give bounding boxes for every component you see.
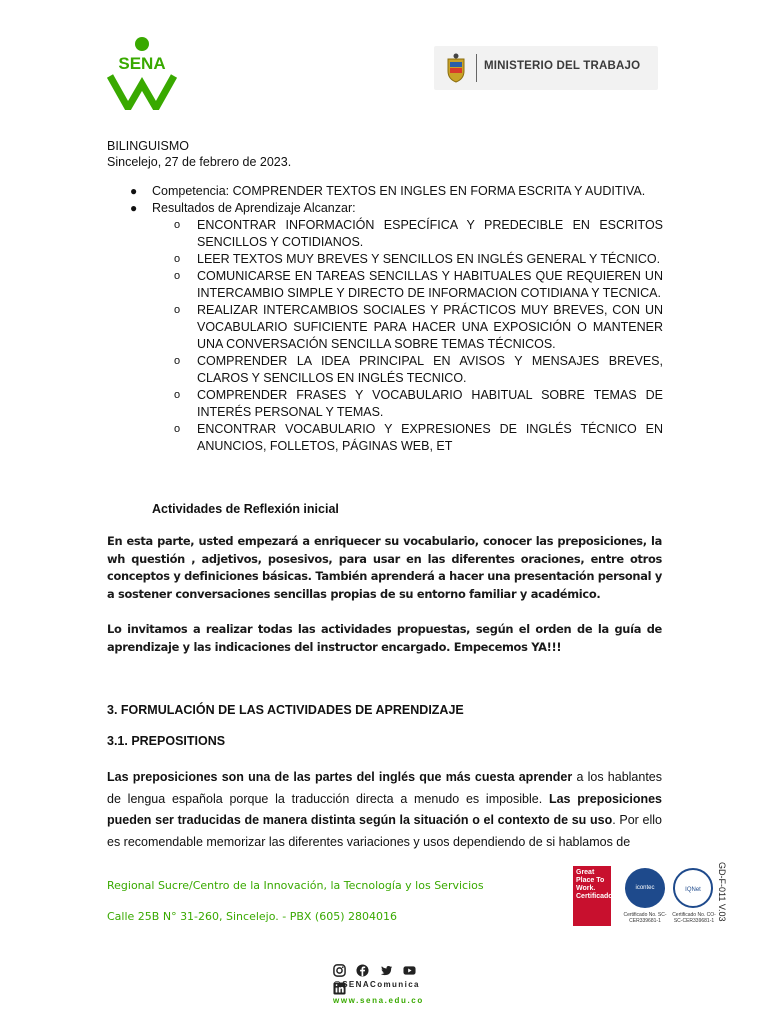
circle-bullet-icon: o xyxy=(174,389,181,401)
social-icons xyxy=(333,962,437,978)
great-place-to-work-badge: Great Place To Work. Certificado xyxy=(573,866,611,926)
twitter-icon[interactable] xyxy=(380,964,393,977)
sena-logo xyxy=(104,36,180,110)
bullet-dot-icon: ● xyxy=(130,184,138,198)
bullet-dot-icon: ● xyxy=(130,201,138,215)
outcome-item: o ENCONTRAR VOCABULARIO Y EXPRESIONES DE INGLÉS TÉCNICO EN ANUNCIOS, FOLLETOS, PÁGINAS WEB, ET xyxy=(174,422,663,453)
section-subtitle: 3.1. PREPOSITIONS xyxy=(107,734,226,748)
ministerio-logo xyxy=(434,46,658,90)
icontec-seal: icontec xyxy=(625,868,665,908)
outcome-item: o REALIZAR INTERCAMBIOS SOCIALES Y PRÁCTICOS MUY BREVES, CON UN VOCABULARIO SUFICIENTE PARA HACER UNA EXPOSICIÓN O MANTENER UNA CONVERSACIÓN SENCILLA SOBRE TEMAS TÉCNICOS. xyxy=(174,303,663,351)
footer-regional: Regional Sucre/Centro de la Innovación, la Tecnología y los Servicios xyxy=(107,879,484,892)
doc-date: Sincelejo, 27 de febrero de 2023. xyxy=(107,155,292,169)
ministry-name: MINISTERIO DEL TRABAJO xyxy=(484,60,641,72)
iqnet-seal: IQNet xyxy=(673,868,713,908)
prepositions-paragraph: Las preposiciones son una de las partes del inglés que más cuesta aprender a los hablantes de lengua española porque la traducción directa a menudo es imposible. Las preposiciones pueden ser traducidas de manera distinta según la situación o el contexto de su uso. Por ello es recomendable memorizar las diferentes variaciones y usos dependiendo de si hablamos de xyxy=(107,770,662,849)
cert-number-2: Certificado No. CO-SC-CER339681-1 xyxy=(672,912,716,924)
circle-bullet-icon: o xyxy=(174,304,181,316)
reflection-title: Actividades de Reflexión inicial xyxy=(152,502,339,516)
circle-bullet-icon: o xyxy=(174,219,181,231)
outcome-item: o COMPRENDER FRASES Y VOCABULARIO HABITUAL SOBRE TEMAS DE INTERÉS PERSONAL Y TEMAS. xyxy=(174,388,663,419)
doc-title: BILINGUISMO xyxy=(107,139,189,153)
learning-outcomes-list xyxy=(107,183,663,455)
instagram-icon[interactable] xyxy=(333,964,346,977)
svg-text:SENA: SENA xyxy=(118,54,166,73)
bullet-competencia xyxy=(107,183,663,200)
website-link[interactable]: www.sena.edu.co xyxy=(333,996,424,1005)
bullet-resultados xyxy=(107,200,663,217)
form-code: GD-F-011 V.03 xyxy=(717,862,727,922)
outcome-item: o COMUNICARSE EN TAREAS SENCILLAS Y HABITUALES QUE REQUIEREN UN INTERCAMBIO SIMPLE Y DIRECTO DE INFORMACION COTIDIANA Y TECNICA. xyxy=(174,269,663,300)
circle-bullet-icon: o xyxy=(174,355,181,367)
reflection-paragraph-2: Lo invitamos a realizar todas las actividades propuestas, según el orden de la guía de aprendizaje y las indicaciones del instructor encargado. Empecemos YA!!! xyxy=(107,622,662,654)
outcome-item: o COMPRENDER LA IDEA PRINCIPAL EN AVISOS Y MENSAJES BREVES, CLAROS Y SENCILLOS EN INGLÉS TECNICO. xyxy=(174,354,663,385)
bullet-text: Competencia: COMPRENDER TEXTOS EN INGLES EN FORMA ESCRITA Y AUDITIVA. xyxy=(152,184,646,198)
outcome-item: o ENCONTRAR INFORMACIÓN ESPECÍFICA Y PREDECIBLE EN ESCRITOS SENCILLOS Y COTIDIANOS. xyxy=(174,218,663,249)
footer-address: Calle 25B N° 31-260, Sincelejo. - PBX (605) 2804016 xyxy=(107,910,397,923)
section-title: 3. FORMULACIÓN DE LAS ACTIVIDADES DE APRENDIZAJE xyxy=(107,703,464,717)
circle-bullet-icon: o xyxy=(174,253,181,265)
youtube-icon[interactable] xyxy=(403,964,416,977)
logo-divider xyxy=(476,54,477,82)
reflection-paragraph-1: En esta parte, usted empezará a enriquecer su vocabulario, conocer las preposiciones, la wh questión , adjetivos, posesivos, para usar en las diferentes oraciones, entre otros conceptos y definiciones básicas. También aprenderá a hacer una presentación personal y a sostener conversaciones sencillas propias de su entorno familiar y académico. xyxy=(107,534,662,601)
bullet-text: Resultados de Aprendizaje Alcanzar: xyxy=(152,201,356,215)
facebook-icon[interactable] xyxy=(356,964,369,977)
cert-number-1: Certificado No. SC-CER339681-1 xyxy=(623,912,667,924)
coat-of-arms-icon xyxy=(444,53,468,83)
certifications xyxy=(573,866,723,938)
circle-bullet-icon: o xyxy=(174,423,181,435)
outcome-item: o LEER TEXTOS MUY BREVES Y SENCILLOS EN INGLÉS GENERAL Y TÉCNICO. xyxy=(174,252,661,266)
outcome-sublist xyxy=(107,217,663,455)
circle-bullet-icon: o xyxy=(174,270,181,282)
social-handle[interactable]: @SENAComunica xyxy=(333,980,420,989)
